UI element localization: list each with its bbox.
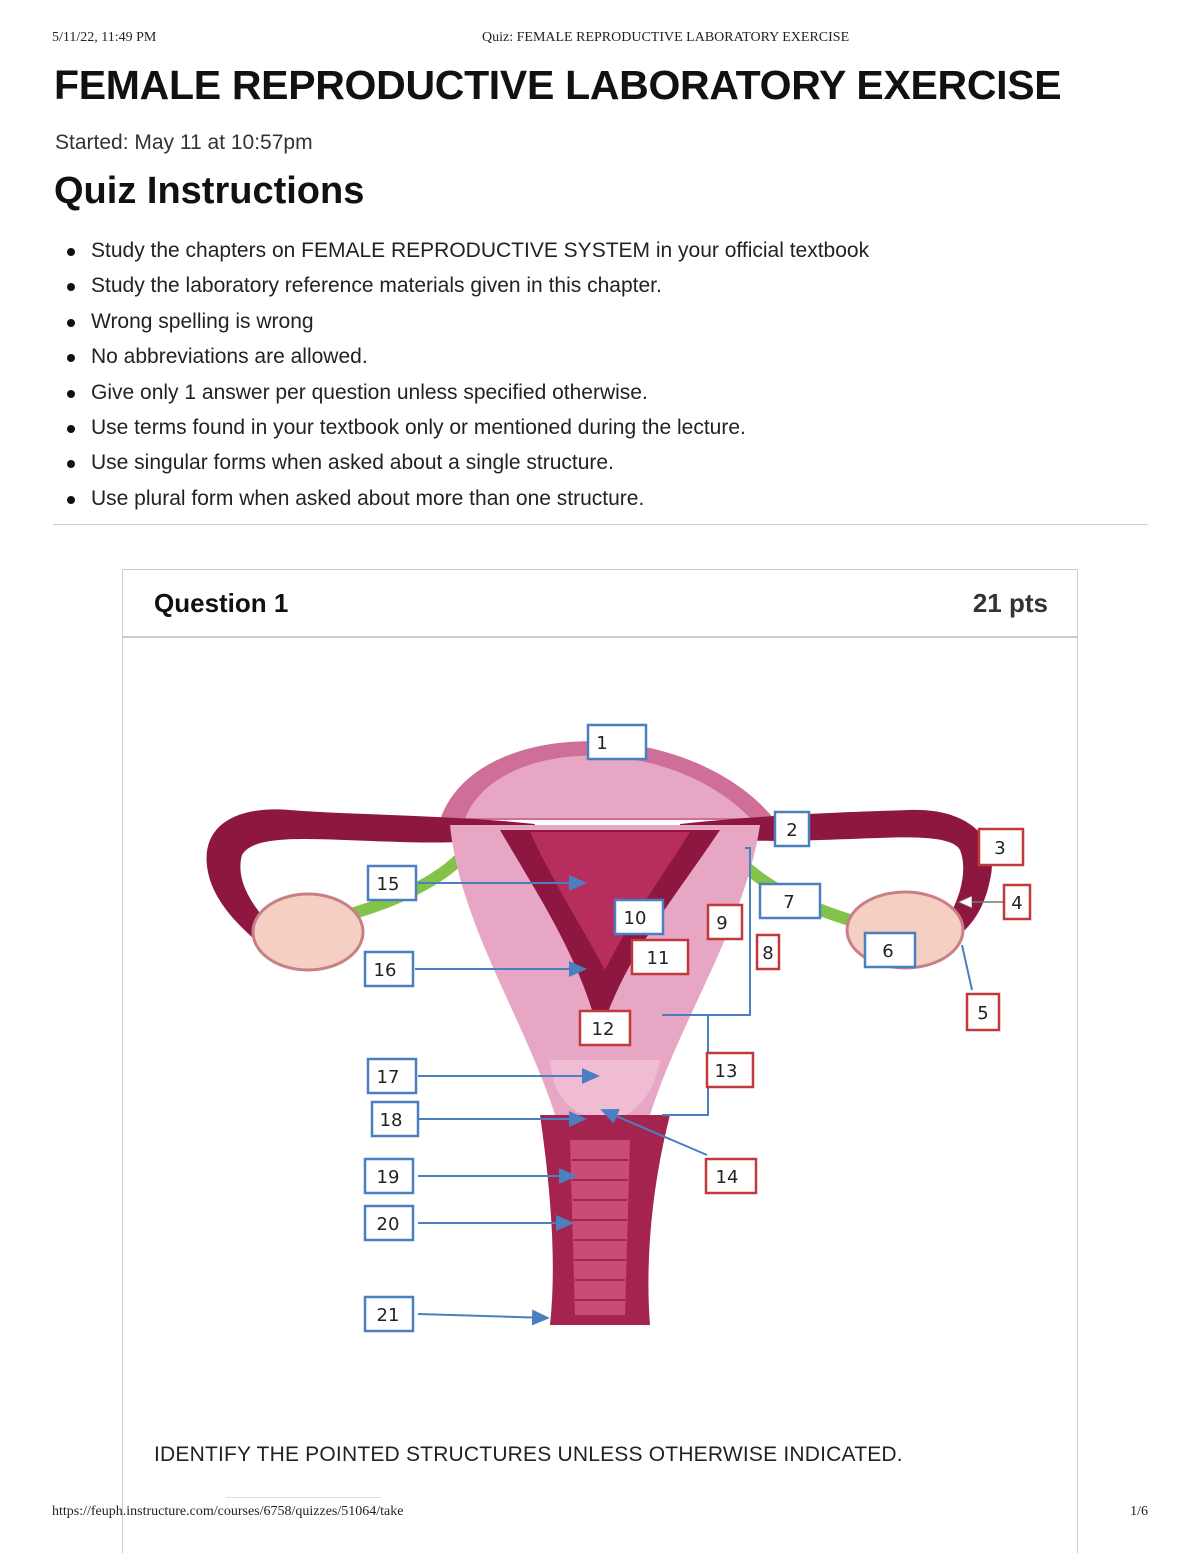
diagram-label-18: 18 [379,1110,403,1131]
diagram-label-6: 6 [882,941,894,962]
diagram-label-9: 9 [716,913,728,934]
question-text: IDENTIFY THE POINTED STRUCTURES UNLESS OTHERWISE INDICATED. [154,1443,903,1466]
print-datetime: 5/11/22, 11:49 PM [52,30,157,45]
section-divider [53,524,1148,525]
diagram-label-13: 13 [714,1061,738,1082]
print-page-number: 1/6 [1130,1504,1148,1519]
print-footer [0,1504,1200,1524]
instruction-item: Give only 1 answer per question unless specified otherwise. [56,378,1136,413]
diagram-label-3: 3 [994,838,1006,859]
instruction-item: Study the laboratory reference materials given in this chapter. [56,271,1136,306]
instruction-item: Study the chapters on FEMALE REPRODUCTIVE SYSTEM in your official textbook [56,236,1136,271]
instruction-item: No abbreviations are allowed. [56,342,1136,377]
instruction-item: Wrong spelling is wrong [56,307,1136,342]
question-card [122,569,1078,1553]
instruction-item: Use plural form when asked about more than one structure. [56,484,1136,519]
uterus-diagram [200,720,1023,1330]
diagram-label-2: 2 [786,820,798,841]
vaginal-rugae [570,1140,630,1315]
question-points: 21 pts [972,588,1048,618]
diagram-label-8: 8 [762,943,774,964]
print-header [0,30,1200,50]
diagram-label-10: 10 [623,908,647,929]
quiz-title: FEMALE REPRODUCTIVE LABORATORY EXERCISE [54,62,1062,108]
diagram-label-20: 20 [376,1214,400,1235]
instruction-item: Use singular forms when asked about a single structure. [56,448,1136,483]
diagram-label-21: 21 [376,1305,400,1326]
print-url: https://feuph.instructure.com/courses/6758/quizzes/51064/take [52,1504,404,1519]
diagram-label-16: 16 [373,960,397,981]
diagram-label-1: 1 [596,733,608,754]
diagram-label-19: 19 [376,1167,400,1188]
started-time: Started: May 11 at 10:57pm [55,131,313,154]
diagram-label-17: 17 [376,1067,400,1088]
instruction-item: Use terms found in your textbook only or mentioned during the lecture. [56,413,1136,448]
diagram-label-14: 14 [715,1167,739,1188]
instructions-heading: Quiz Instructions [54,170,365,212]
question-header [123,570,1077,638]
print-page-title: Quiz: FEMALE REPRODUCTIVE LABORATORY EXERCISE [482,30,850,45]
ovary-left [253,894,363,970]
footer-rule [226,1497,381,1498]
diagram-label-12: 12 [591,1019,615,1040]
diagram-label-5: 5 [977,1003,989,1024]
instructions-list [56,236,1136,519]
diagram-label-7: 7 [783,892,795,913]
diagram-label-11: 11 [646,948,670,969]
diagram-label-15: 15 [376,874,400,895]
diagram-label-4: 4 [1011,893,1023,914]
question-name: Question 1 [154,588,289,618]
